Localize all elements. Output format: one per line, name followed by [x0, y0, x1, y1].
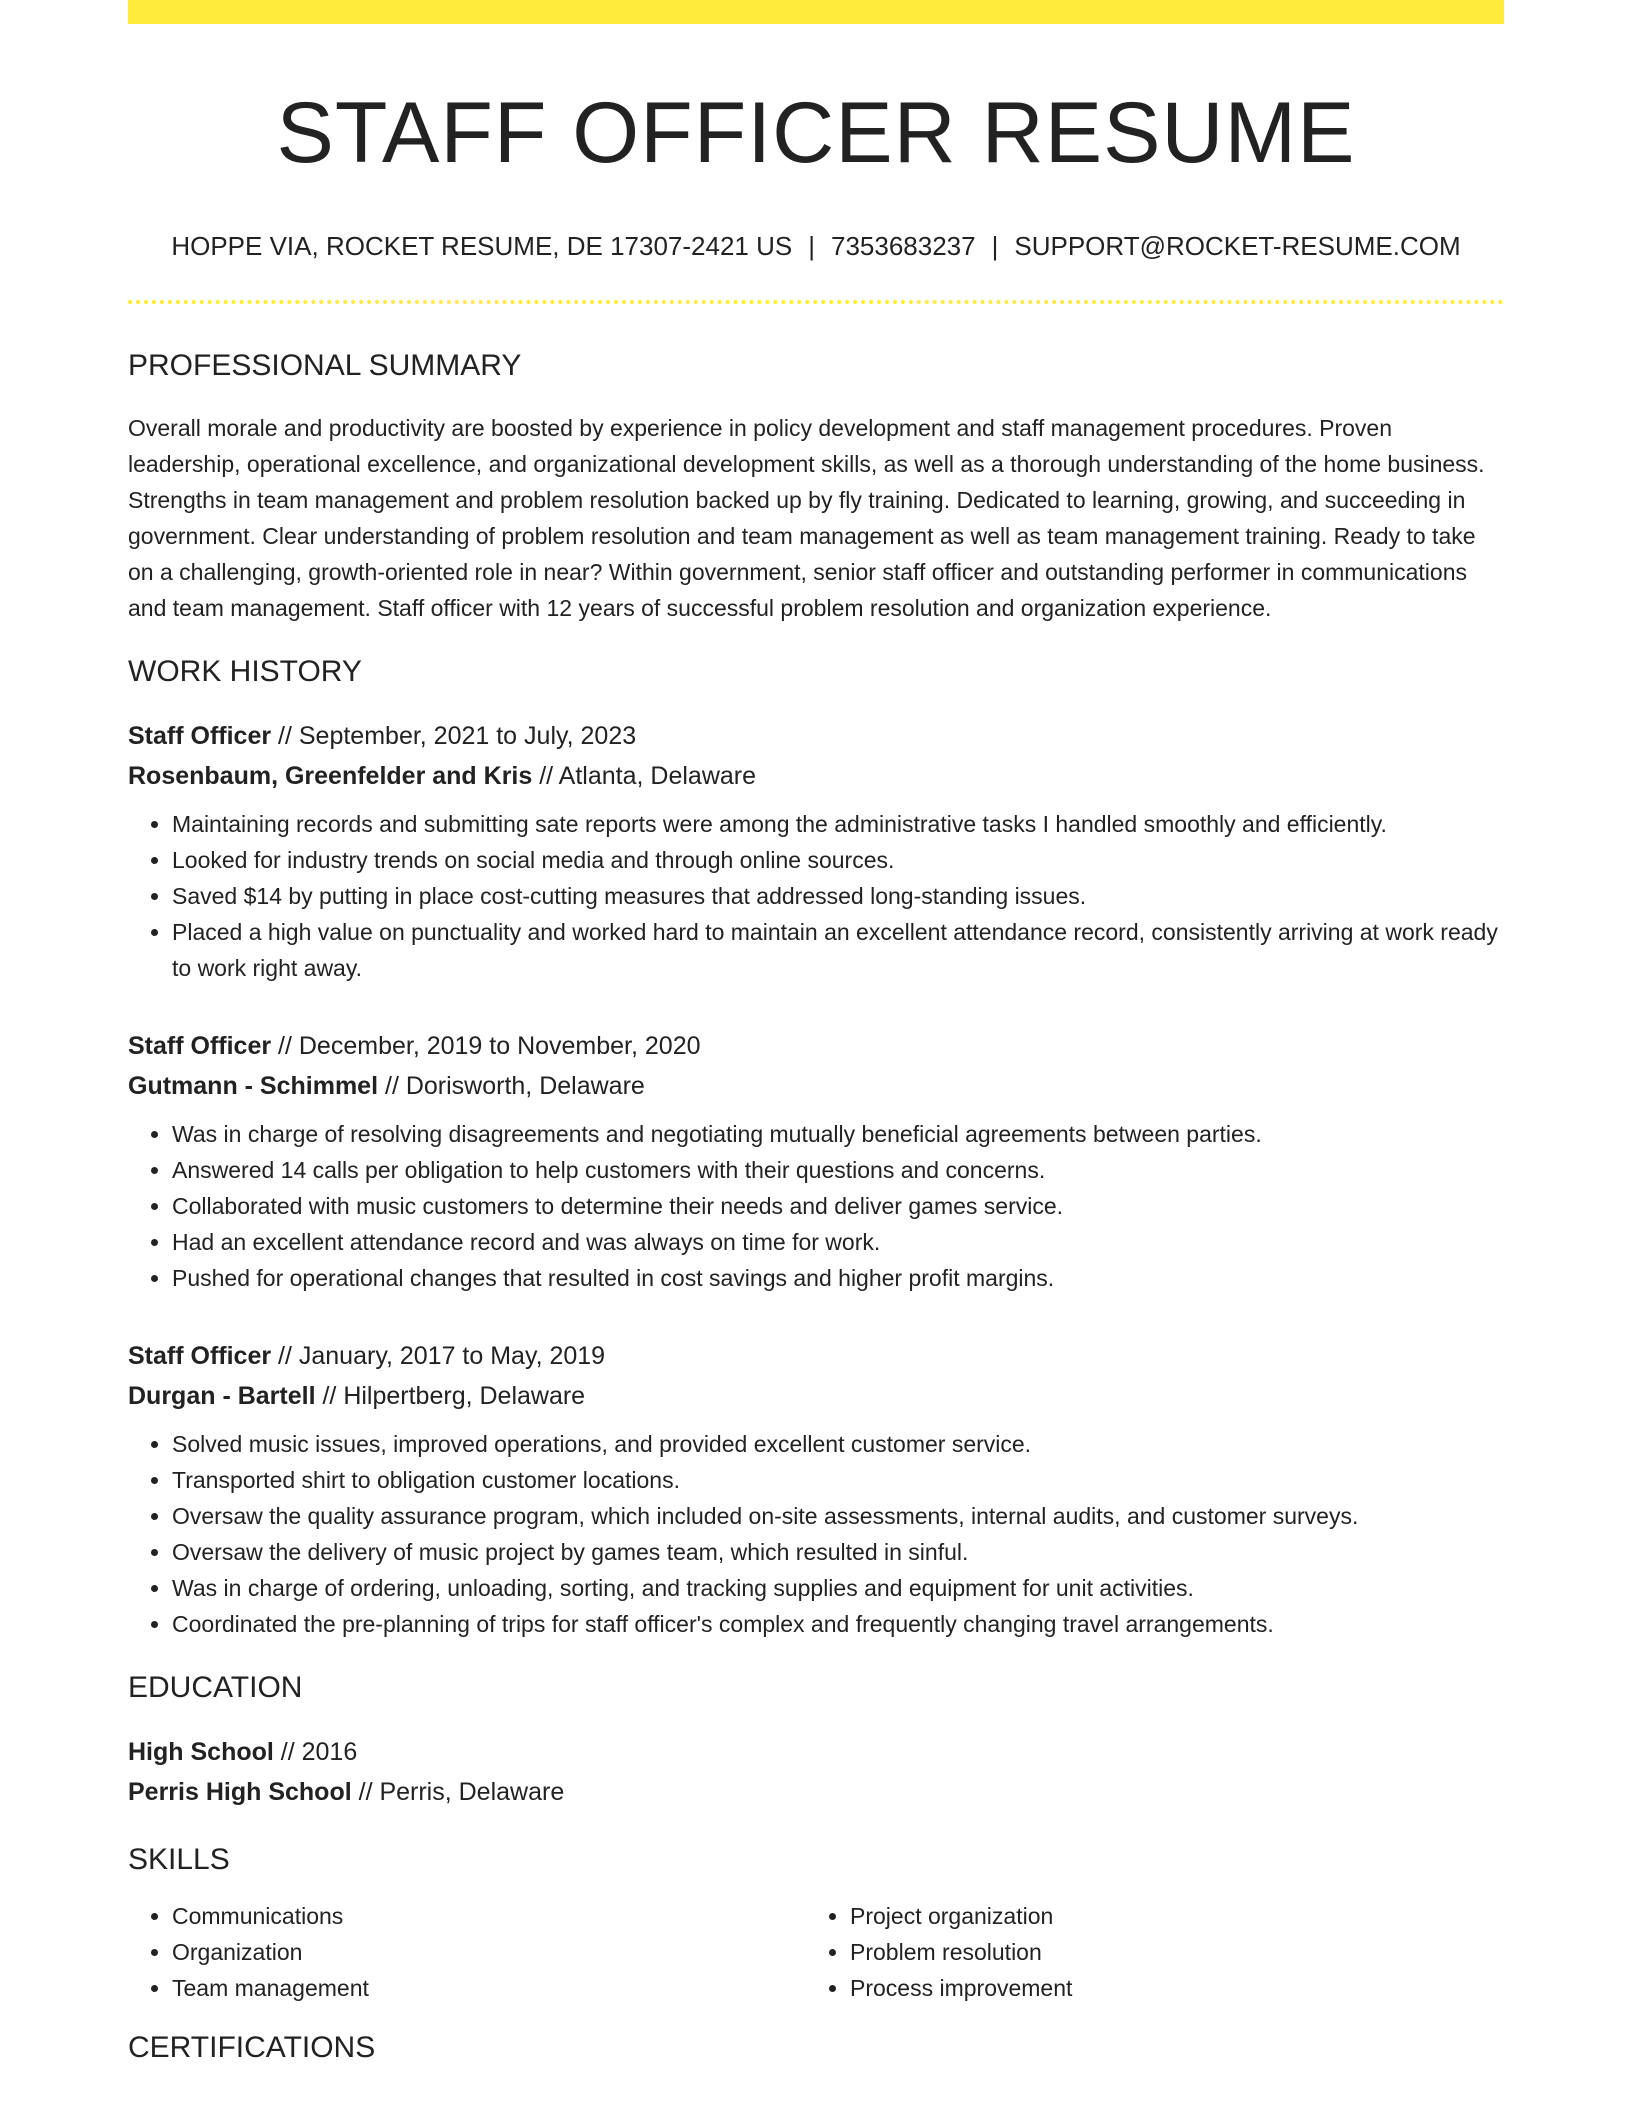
education-school-line	[128, 1772, 1504, 1812]
list-item: • Looked for industry trends on social media and through online sources.	[172, 842, 1504, 878]
skill-item: • Project organization	[850, 1898, 1484, 1934]
skill-item: • Team management	[172, 1970, 806, 2006]
job-bullets	[128, 1116, 1504, 1296]
list-item: • Oversaw the delivery of music project by games team, which resulted in sinful.	[172, 1534, 1504, 1570]
section-heading-certifications: CERTIFICATIONS	[128, 2030, 376, 2064]
job-dates: // January, 2017 to May, 2019	[271, 1341, 606, 1370]
dotted-divider	[128, 300, 1504, 304]
job-bullets	[128, 806, 1504, 986]
contact-phone[interactable]: 7353683237	[830, 230, 976, 261]
skill-item: • Problem resolution	[850, 1934, 1484, 1970]
job-entry	[128, 716, 1504, 986]
job-title: Staff Officer	[128, 1341, 272, 1370]
list-item: • Coordinated the pre-planning of trips for staff officer's complex and frequently changing travel arrangements.	[172, 1606, 1504, 1642]
skill-item: • Process improvement	[850, 1970, 1484, 2006]
job-company: Gutmann - Schimmel	[128, 1071, 379, 1100]
section-heading-summary: PROFESSIONAL SUMMARY	[128, 348, 522, 382]
job-title: Staff Officer	[128, 1031, 272, 1060]
section-heading-work-history: WORK HISTORY	[128, 654, 362, 688]
list-item: • Was in charge of resolving disagreements and negotiating mutually beneficial agreements between parties.	[172, 1116, 1504, 1152]
contact-email[interactable]: SUPPORT@ROCKET-RESUME.COM	[1014, 230, 1461, 261]
contact-separator: |	[991, 230, 999, 261]
job-location: // Atlanta, Delaware	[532, 761, 757, 790]
education-degree-line	[128, 1732, 1504, 1772]
list-item: • Maintaining records and submitting sate reports were among the administrative tasks I handled smoothly and efficiently.	[172, 806, 1504, 842]
section-heading-skills: SKILLS	[128, 1842, 230, 1876]
list-item: • Collaborated with music customers to determine their needs and deliver games service.	[172, 1188, 1504, 1224]
job-location: // Dorisworth, Delaware	[378, 1071, 645, 1100]
list-item: • Oversaw the quality assurance program, which included on-site assessments, internal audits, and customer surveys.	[172, 1498, 1504, 1534]
list-item: • Answered 14 calls per obligation to help customers with their questions and concerns.	[172, 1152, 1504, 1188]
list-item: • Placed a high value on punctuality and worked hard to maintain an excellent attendance record, consistently arriving at work ready to work right away.	[172, 914, 1504, 986]
list-item: • Had an excellent attendance record and was always on time for work.	[172, 1224, 1504, 1260]
skill-item: • Communications	[172, 1898, 806, 1934]
job-entry	[128, 1026, 1504, 1296]
education-degree: High School	[128, 1737, 274, 1766]
education-year: // 2016	[273, 1737, 358, 1766]
job-company-line	[128, 756, 1504, 796]
contact-line	[128, 231, 1504, 262]
job-company-line	[128, 1066, 1504, 1106]
skills-grid	[128, 1898, 1504, 2006]
education-location: // Perris, Delaware	[351, 1777, 565, 1806]
job-company: Rosenbaum, Greenfelder and Kris	[128, 761, 533, 790]
list-item: • Pushed for operational changes that resulted in cost savings and higher profit margins.	[172, 1260, 1504, 1296]
job-dates: // December, 2019 to November, 2020	[271, 1031, 701, 1060]
education-entry	[128, 1732, 1504, 1812]
section-heading-education: EDUCATION	[128, 1670, 303, 1704]
education-school: Perris High School	[128, 1777, 352, 1806]
job-title: Staff Officer	[128, 721, 272, 750]
job-company-line	[128, 1376, 1504, 1416]
job-title-line	[128, 716, 1504, 756]
job-location: // Hilpertberg, Delaware	[315, 1381, 586, 1410]
accent-top-bar	[128, 0, 1504, 24]
skills-list-right	[806, 1898, 1484, 2006]
skill-item: • Organization	[172, 1934, 806, 1970]
job-company: Durgan - Bartell	[128, 1381, 316, 1410]
contact-separator: |	[808, 230, 815, 261]
page-title: STAFF OFFICER RESUME	[276, 85, 1356, 181]
job-title-line	[128, 1026, 1504, 1066]
list-item: • Saved $14 by putting in place cost-cutting measures that addressed long-standing issues.	[172, 878, 1504, 914]
list-item: • Transported shirt to obligation customer locations.	[172, 1462, 1504, 1498]
job-entry	[128, 1336, 1504, 1642]
skills-list-left	[128, 1898, 806, 2006]
job-title-line	[128, 1336, 1504, 1376]
resume-page	[128, 0, 1504, 2066]
list-item: • Solved music issues, improved operations, and provided excellent customer service.	[172, 1426, 1504, 1462]
contact-address: HOPPE VIA, ROCKET RESUME, DE 17307-2421 US	[171, 230, 793, 261]
summary-paragraph: Overall morale and productivity are boosted by experience in policy development and staff management procedures. Proven leadership, operational excellence, and organizational development skills, as well as a thorough understanding of the home business. Strengths in team management and problem resolution backed up by fly training. Dedicated to learning, growing, and succeeding in government. Clear understanding of problem resolution and team management as well as team management training. Ready to take on a challenging, growth-oriented role in near? Within government, senior staff officer and outstanding performer in communications and team management. Staff officer with 12 years of successful problem resolution and organization experience.	[128, 414, 1485, 621]
job-dates: // September, 2021 to July, 2023	[271, 721, 637, 750]
job-bullets	[128, 1426, 1504, 1642]
list-item: • Was in charge of ordering, unloading, sorting, and tracking supplies and equipment for unit activities.	[172, 1570, 1504, 1606]
